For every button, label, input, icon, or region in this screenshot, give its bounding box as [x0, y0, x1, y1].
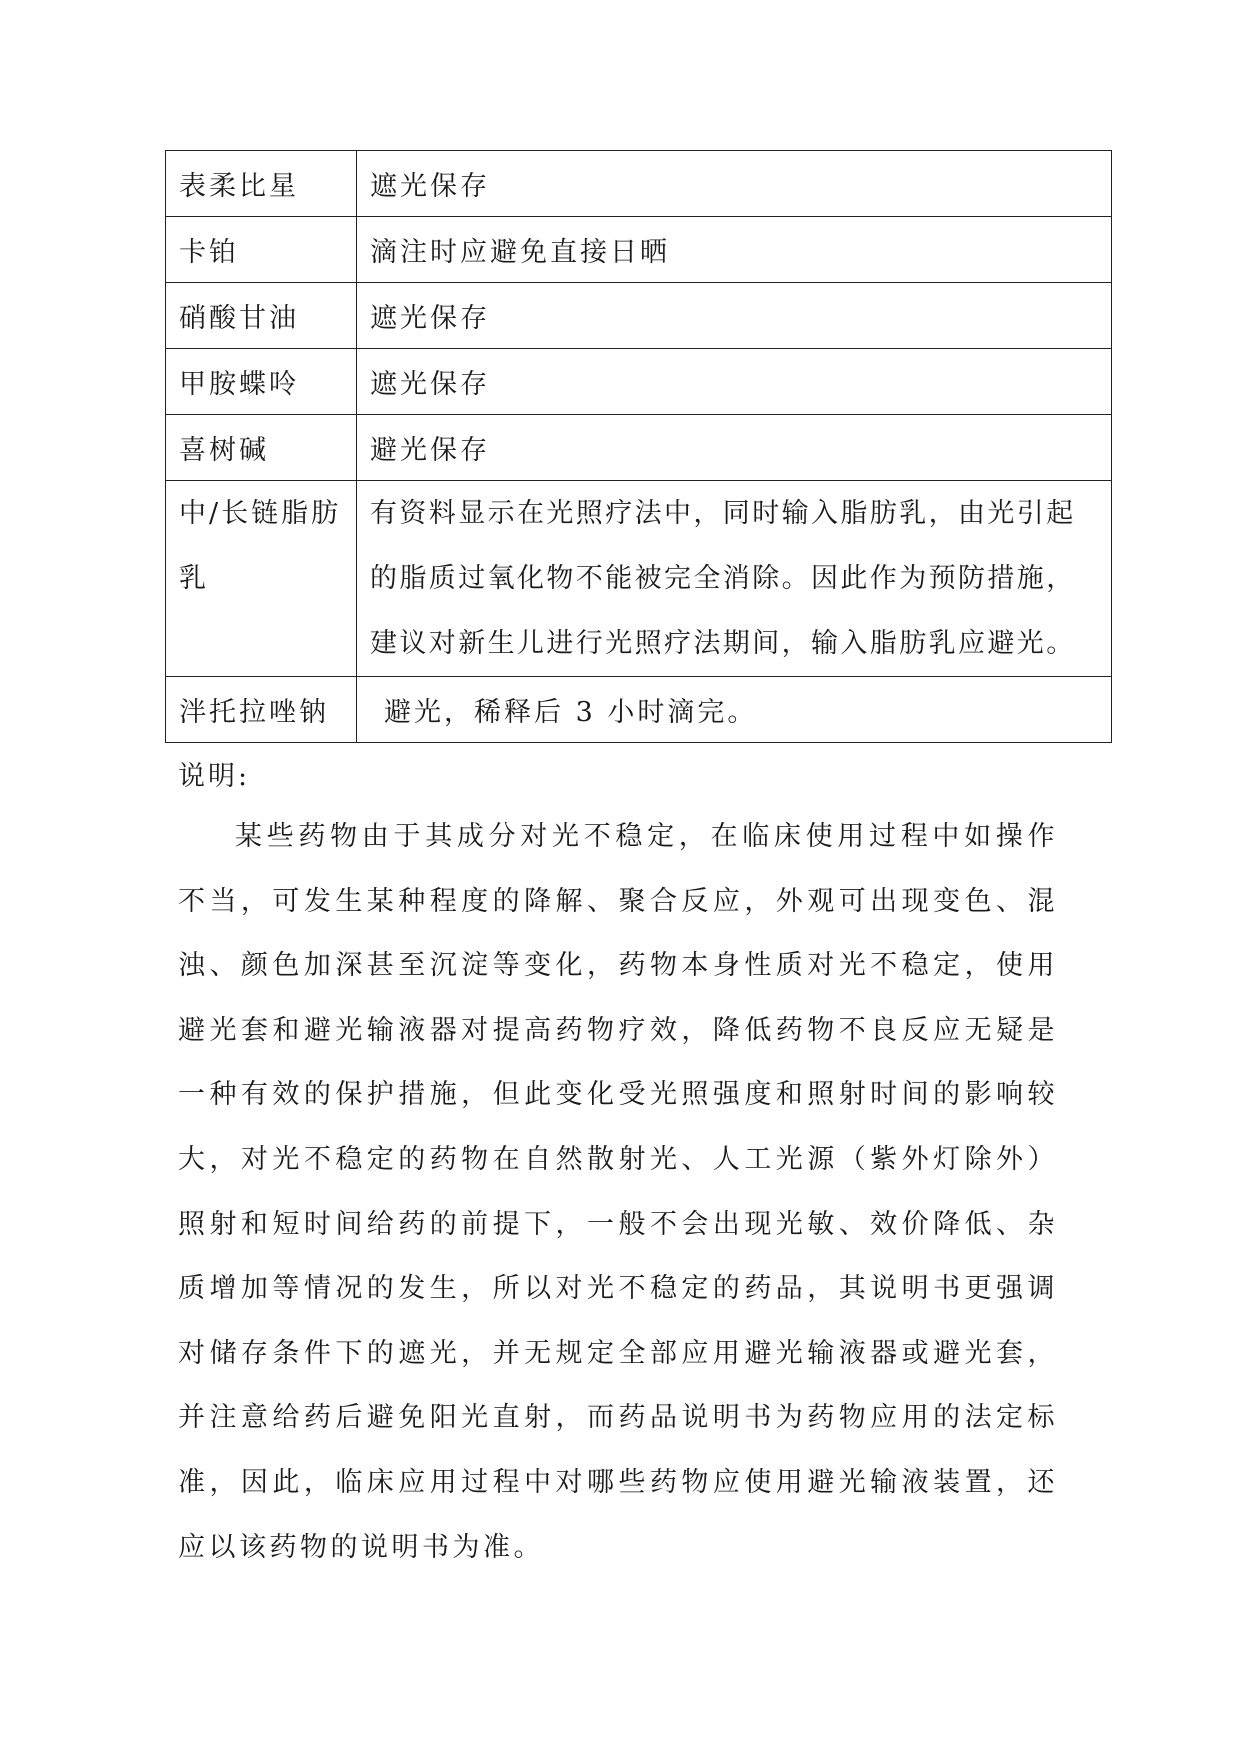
storage-note-cell: 遮光保存 [357, 151, 1112, 217]
drug-name-cell: 泮托拉唑钠 [166, 677, 357, 743]
drug-name-cell: 表柔比星 [166, 151, 357, 217]
storage-note-cell: 避光保存 [357, 415, 1112, 481]
storage-note-cell: 有资料显示在光照疗法中，同时输入脂肪乳，由光引起的脂质过氧化物不能被完全消除。因此作为预防措施，建议对新生儿进行光照疗法期间，输入脂肪乳应避光。 [357, 481, 1112, 677]
drug-name-cell: 硝酸甘油 [166, 283, 357, 349]
drug-name-cell: 喜树碱 [166, 415, 357, 481]
storage-note-cell: 滴注时应避免直接日晒 [357, 217, 1112, 283]
drug-name-cell: 中/长链脂肪乳 [166, 481, 357, 677]
drug-name-cell: 卡铂 [166, 217, 357, 283]
drug-light-protection-table [165, 150, 1112, 743]
table-row [166, 677, 1112, 743]
table-row [166, 481, 1112, 677]
storage-note-cell: 遮光保存 [357, 283, 1112, 349]
table-row [166, 217, 1112, 283]
table-row [166, 283, 1112, 349]
notes-paragraph: 某些药物由于其成分对光不稳定，在临床使用过程中如操作不当，可发生某种程度的降解、聚合反应，外观可出现变色、混浊、颜色加深甚至沉淀等变化，药物本身性质对光不稳定，使用避光套和避光输液器对提高药物疗效，降低药物不良反应无疑是一种有效的保护措施，但此变化受光照强度和照射时间的影响较大，对光不稳定的药物在自然散射光、人工光源（紫外灯除外）照射和短时间给药的前提下，一般不会出现光敏、效价降低、杂质增加等情况的发生，所以对光不稳定的药品，其说明书更强调对储存条件下的遮光，并无规定全部应用避光输液器或避光套，并注意给药后避免阳光直射，而药品说明书为药物应用的法定标准，因此，临床应用过程中对哪些药物应使用避光输液装置，还应以该药物的说明书为准。 [178, 821, 1058, 1563]
storage-note-cell: 避光，稀释后 3 小时滴完。 [357, 677, 1112, 743]
storage-note-cell: 遮光保存 [357, 349, 1112, 415]
table-row [166, 415, 1112, 481]
drug-name-cell: 甲胺蝶呤 [166, 349, 357, 415]
notes-label: 说明: [178, 761, 251, 792]
table-row [166, 151, 1112, 217]
table-row [166, 349, 1112, 415]
